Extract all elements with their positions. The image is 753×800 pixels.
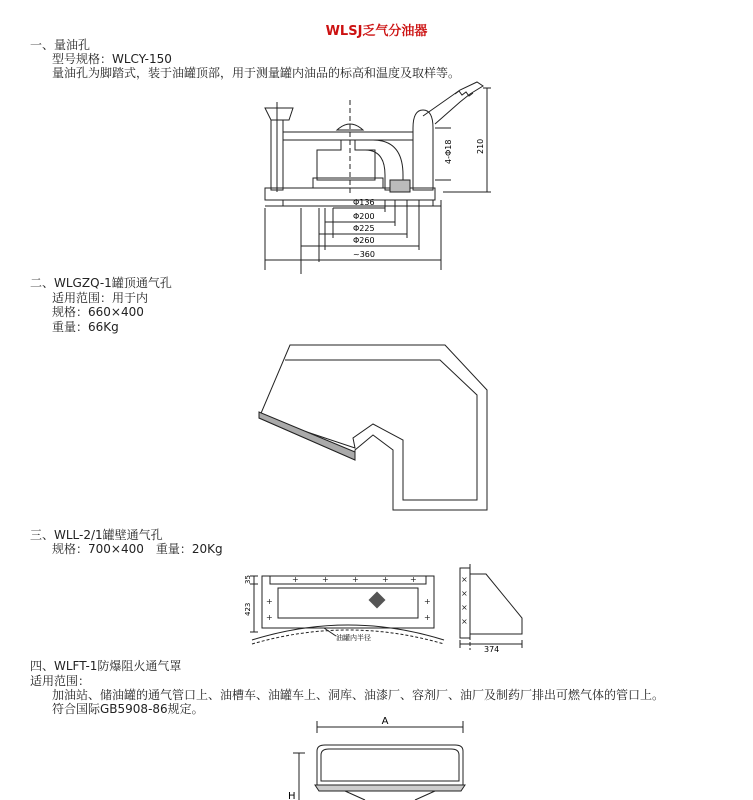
dim-phi200: Φ200 — [353, 212, 375, 221]
svg-text:+: + — [292, 575, 299, 584]
section-2-line-2: 规格：660×400 — [52, 305, 144, 319]
section-3-heading: 三、WLL-2/1罐壁通气孔 — [30, 528, 163, 542]
section-1-line-1: 型号规格：WLCY-150 — [52, 52, 172, 66]
vent-cap-drawing — [285, 715, 485, 800]
dim-374: 374 — [484, 645, 500, 654]
section-2-line-1: 适用范围：用于内 — [52, 291, 149, 305]
section-4-heading: 四、WLFT-1防爆阻火通气罩 — [30, 659, 182, 673]
svg-text:×: × — [461, 617, 468, 626]
dim-h: H — [288, 791, 296, 800]
section-4-line-2: 加油站、储油罐的通气管口上、油槽车、油罐车上、洞库、油漆厂、容剂厂、油厂及制药厂排出可燃气体的管口上。 — [52, 688, 665, 702]
page-title: WLSJ乏气分油器 — [325, 24, 428, 39]
oil-gauge-hatch-drawing — [255, 80, 505, 270]
svg-text:+: + — [382, 575, 389, 584]
section-4-line-3: 符合国际GB5908-86规定。 — [52, 702, 204, 716]
svg-text:+: + — [266, 597, 273, 606]
svg-text:+: + — [266, 613, 273, 622]
section-2-heading: 二、WLGZQ-1罐顶通气孔 — [30, 276, 172, 290]
dim-phi260: Φ260 — [353, 236, 375, 245]
svg-text:×: × — [461, 603, 468, 612]
svg-text:+: + — [424, 597, 431, 606]
dim-phi136: Φ136 — [353, 198, 375, 207]
svg-text:+: + — [352, 575, 359, 584]
section-1-line-2: 量油孔为脚踏式，装于油罐顶部，用于测量罐内油品的标高和温度及取样等。 — [52, 66, 461, 80]
svg-text:×: × — [461, 575, 468, 584]
tank-radius-note: 油罐内半径 — [336, 634, 371, 642]
section-3-line-1: 规格：700×400 重量：20Kg — [52, 542, 223, 556]
dim-a: A — [381, 716, 389, 727]
dim-4-phi18: 4-Φ18 — [444, 139, 453, 164]
dim-35: 35 — [244, 575, 252, 584]
svg-text:+: + — [410, 575, 417, 584]
dim-423: 423 — [244, 602, 252, 616]
section-1-heading: 一、量油孔 — [30, 38, 91, 52]
dim-360: ~360 — [353, 250, 375, 259]
svg-text:+: + — [424, 613, 431, 622]
wall-vent-drawing — [240, 560, 535, 655]
svg-text:×: × — [461, 589, 468, 598]
dim-210: 210 — [476, 138, 485, 154]
svg-text:+: + — [322, 575, 329, 584]
section-4-line-1: 适用范围： — [30, 674, 91, 688]
section-2-line-3: 重量：66Kg — [52, 320, 119, 334]
roof-vent-drawing — [255, 340, 505, 520]
dim-phi225: Φ225 — [353, 224, 375, 233]
